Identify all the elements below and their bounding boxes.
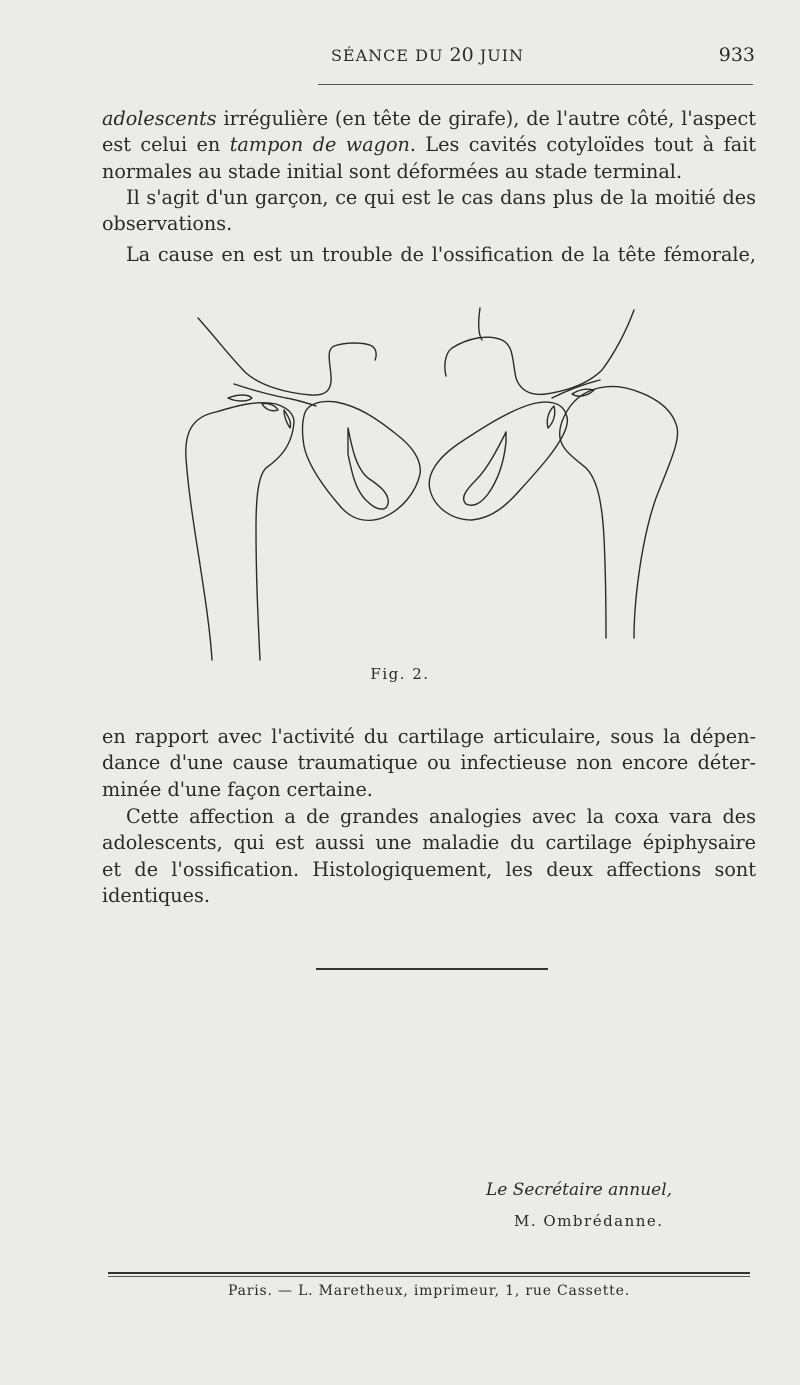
signature-block (486, 1180, 686, 1230)
figure-caption: Fig. 2. (370, 665, 430, 683)
header-rule (318, 84, 753, 85)
signature-role: Le Secrétaire annuel, (486, 1180, 673, 1200)
paragraph-2-line-2: observations. (102, 212, 233, 236)
italic-term-adolescents: adolescents (102, 107, 217, 130)
left-joint-space-3 (284, 410, 291, 428)
paragraph-2-line-1: Il s'agit d'un garçon, ce qui est le cas dans plus de la moitié des (126, 186, 756, 209)
right-ilium-line (479, 308, 482, 340)
footer-rule-thick (108, 1272, 750, 1274)
paragraph-1-line-2 (102, 132, 756, 158)
running-head-prefix: SÉANCE DU (330, 46, 450, 65)
right-joint-space-2 (547, 406, 555, 428)
paragraph-1-line-1-text: irrégulière (en tête de girafe), de l'autre côté, l'aspect (216, 107, 756, 130)
paragraph-5 (102, 804, 756, 910)
paragraph-1 (102, 106, 756, 185)
paragraph-4-line-3: minée d'une façon certaine. (102, 777, 373, 801)
paragraph-1-line-1 (102, 106, 756, 132)
paragraph-1-line-3: normales au stade initial sont déformées au stade terminal. (102, 159, 683, 183)
figure-hip-drawing (176, 298, 686, 670)
section-end-rule (316, 968, 548, 970)
running-head (100, 44, 755, 74)
italic-term-tampon: tampon de wagon (229, 133, 410, 157)
paragraph-4-line-2: dance d'une cause traumatique ou infectieuse non encore déter- (102, 751, 756, 775)
right-femur-outline (560, 386, 678, 638)
left-pelvis-outline (198, 318, 376, 395)
left-femur-outline (186, 403, 294, 660)
page-number: 933 (718, 44, 755, 66)
paragraph-5-line-2: adolescents, qui est aussi une maladie du cartilage épiphysaire (102, 831, 756, 855)
paragraph-4 (102, 724, 756, 803)
paragraph-5-line-4: identiques. (102, 884, 210, 908)
right-pelvis-outline (445, 310, 634, 394)
left-joint-space-1 (228, 395, 252, 401)
signature-name: M. Ombrédanne. (514, 1212, 664, 1230)
printer-imprint: Paris. — L. Maretheux, imprimeur, 1, rue Cassette. (228, 1283, 630, 1299)
left-foramen-inner (348, 428, 388, 509)
left-obturator (303, 402, 421, 521)
running-head-title (100, 44, 755, 66)
running-head-suffix: JUIN (473, 46, 525, 65)
paragraph-2 (102, 185, 756, 238)
paragraph-5-line-1: Cette affection a de grandes analogies avec la coxa vara des (126, 805, 756, 828)
paragraph-4-line-1: en rapport avec l'activité du cartilage articulaire, sous la dépen- (102, 725, 756, 748)
paragraph-3 (102, 242, 756, 268)
running-head-date: 20 (449, 44, 474, 66)
paragraph-5-line-3: et de l'ossification. Histologiquement, les deux affections sont (102, 857, 756, 881)
right-foramen-inner (464, 432, 506, 505)
footer-rule-thin (108, 1276, 750, 1277)
paragraph-1-line-2-post: . Les cavités cotyloïdes tout à fait (409, 133, 757, 157)
paragraph-1-line-2-pre: est celui en (102, 133, 230, 157)
paragraph-3-line-1: La cause en est un trouble de l'ossification de la tête fémorale, (126, 243, 756, 266)
